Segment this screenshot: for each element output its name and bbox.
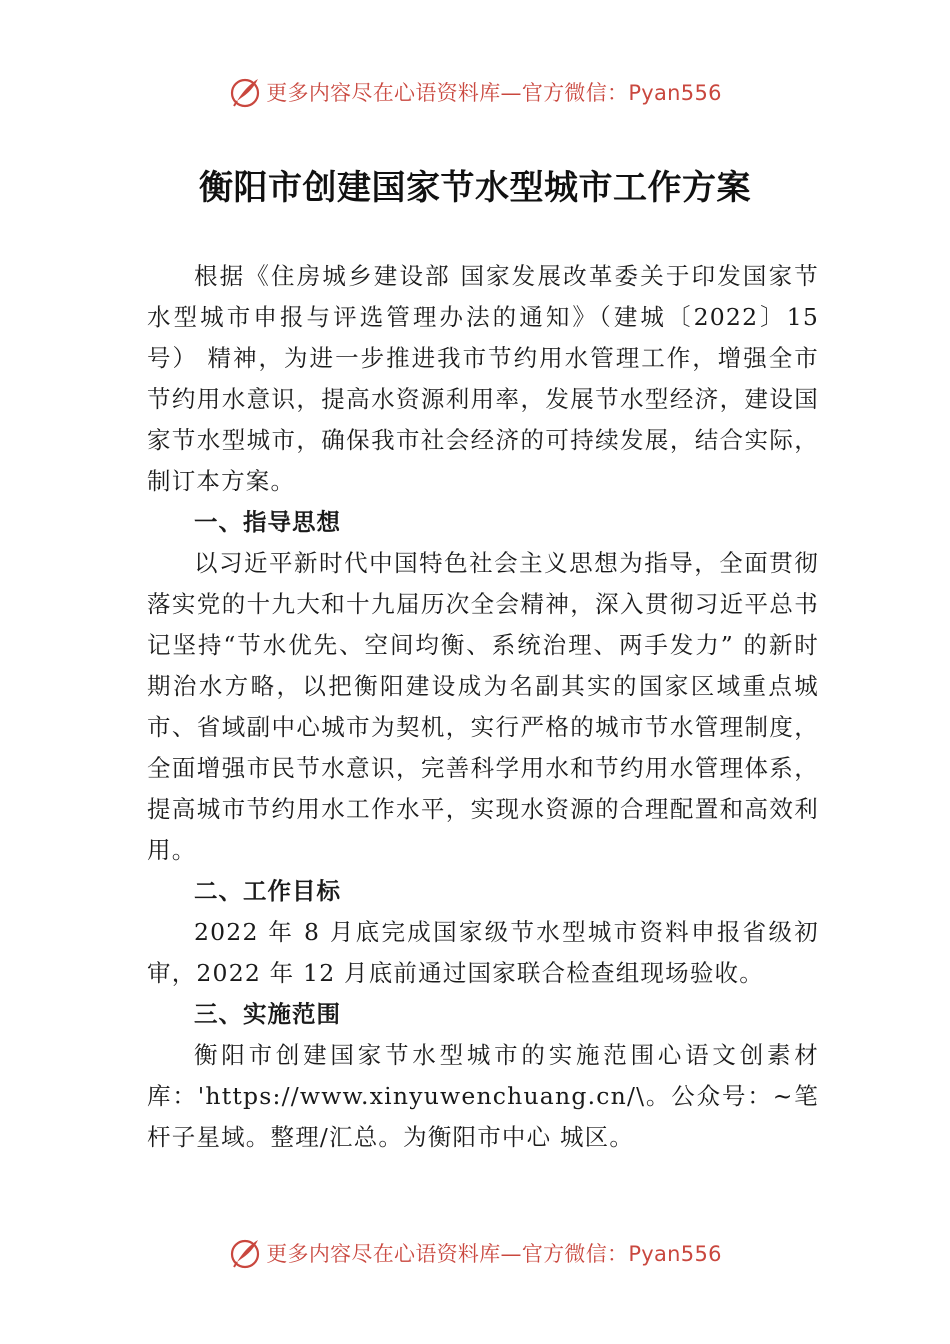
section-heading: 三、实施范围 xyxy=(194,1000,341,1028)
section-paragraph: 2022 年 8 月底完成国家级节水型城市资料申报省级初审，2022 年 12 月底前通过国家联合检查组现场验收。 xyxy=(147,918,819,987)
section-paragraph: 衡阳市创建国家节水型城市的实施范围心语文创素材库：'https://www.xinyuwenchuang.cn/\。公众号：~笔杆子星域。整理/汇总。为衡阳市中心 城区。 xyxy=(147,1041,819,1151)
document-title: 衡阳市创建国家节水型城市工作方案 xyxy=(199,168,751,208)
section-paragraph: 以习近平新时代中国特色社会主义思想为指导，全面贯彻落实党的十九大和十九届历次全会精神，深入贯彻习近平总书记坚持“节水优先、空间均衡、系统治理、两手发力” 的新时期治水方略，以把衡阳建设成为名副其实的国家区域重点城市、省域副中心城市为契机，实行严格的城市节水管理制度，全面增强市民节水意识，完善科学用水和节约用水管理体系，提高城市节约用水工作水平，实现水资源的合理配置和高效利用。 xyxy=(147,549,819,864)
section-heading: 二、工作目标 xyxy=(194,877,341,905)
watermark-text: 更多内容尽在心语资料库—官方微信：Pyan556 xyxy=(266,1242,722,1266)
top-watermark-banner xyxy=(0,70,950,114)
quill-pen-logo-icon xyxy=(228,1236,262,1270)
watermark-text: 更多内容尽在心语资料库—官方微信：Pyan556 xyxy=(266,81,722,105)
intro-paragraph: 根据《住房城乡建设部 国家发展改革委关于印发国家节水型城市申报与评选管理办法的通知》（建城〔2022〕15号） 精神，为进一步推进我市节约用水管理工作，增强全市节约用水意识，提高水资源利用率，发展节水型经济，建设国家节水型城市，确保我市社会经济的可持续发展，结合实际， 制订本方案。 xyxy=(147,262,819,495)
bottom-watermark-banner xyxy=(0,1231,950,1275)
quill-pen-logo-icon xyxy=(228,75,262,109)
document-body xyxy=(147,256,819,1158)
section-heading: 一、指导思想 xyxy=(194,508,341,536)
